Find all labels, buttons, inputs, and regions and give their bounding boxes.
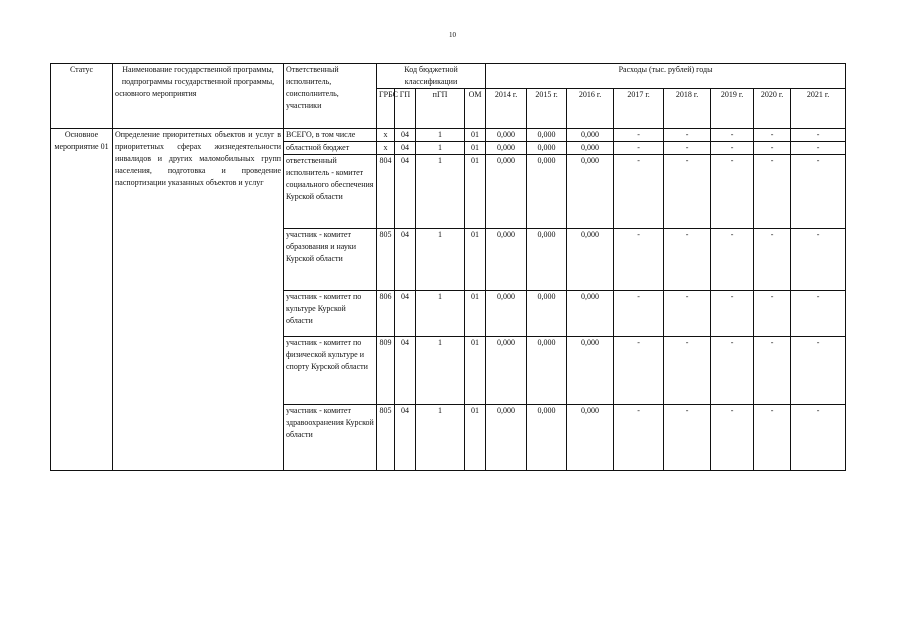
gp-cell: 04: [395, 142, 416, 155]
header-pgp: пГП: [416, 89, 465, 129]
measure-name-cell: Определение приоритетных объектов и услуг в приоритетных сферах жизнедеятельности инвалидов и других маломобильных групп населения, подготовка и проведение паспортизации указанных объектов и услуг: [113, 129, 284, 471]
value-cell: 0,000: [527, 405, 567, 471]
grbs-cell: 805: [377, 405, 395, 471]
value-cell: 0,000: [486, 155, 527, 229]
value-cell: -: [754, 129, 791, 142]
executor-cell: участник - комитет по физической культуре и спорту Курской области: [284, 337, 377, 405]
value-cell: -: [754, 291, 791, 337]
header-year: 2016 г.: [567, 89, 614, 129]
value-cell: -: [614, 405, 664, 471]
gp-cell: 04: [395, 291, 416, 337]
om-cell: 01: [465, 291, 486, 337]
pgp-cell: 1: [416, 155, 465, 229]
page-number: 10: [449, 31, 456, 39]
value-cell: -: [754, 229, 791, 291]
om-cell: 01: [465, 229, 486, 291]
header-om: ОМ: [465, 89, 486, 129]
gp-cell: 04: [395, 337, 416, 405]
value-cell: -: [754, 337, 791, 405]
grbs-cell: 806: [377, 291, 395, 337]
header-name: Наименование государственной программы, подпрограммы государственной программы, основного мероприятия: [113, 64, 284, 129]
value-cell: -: [711, 229, 754, 291]
gp-cell: 04: [395, 405, 416, 471]
value-cell: -: [664, 405, 711, 471]
value-cell: 0,000: [567, 155, 614, 229]
pgp-cell: 1: [416, 129, 465, 142]
gp-cell: 04: [395, 229, 416, 291]
value-cell: -: [754, 405, 791, 471]
value-cell: 0,000: [527, 155, 567, 229]
grbs-cell: 805: [377, 229, 395, 291]
executor-cell: участник - комитет по культуре Курской области: [284, 291, 377, 337]
grbs-cell: 809: [377, 337, 395, 405]
om-cell: 01: [465, 405, 486, 471]
executor-cell: ВСЕГО, в том числе: [284, 129, 377, 142]
gp-cell: 04: [395, 129, 416, 142]
value-cell: -: [664, 142, 711, 155]
value-cell: 0,000: [527, 229, 567, 291]
executor-cell: участник - комитет здравоохранения Курской области: [284, 405, 377, 471]
value-cell: -: [711, 129, 754, 142]
value-cell: 0,000: [567, 405, 614, 471]
value-cell: 0,000: [486, 142, 527, 155]
pgp-cell: 1: [416, 291, 465, 337]
grbs-cell: 804: [377, 155, 395, 229]
header-year: 2019 г.: [711, 89, 754, 129]
executor-cell: областной бюджет: [284, 142, 377, 155]
om-cell: 01: [465, 337, 486, 405]
value-cell: -: [791, 405, 846, 471]
value-cell: 0,000: [486, 229, 527, 291]
executor-cell: участник - комитет образования и науки Курской области: [284, 229, 377, 291]
value-cell: -: [791, 229, 846, 291]
value-cell: -: [664, 129, 711, 142]
value-cell: 0,000: [486, 405, 527, 471]
value-cell: 0,000: [527, 291, 567, 337]
executor-cell: ответственный исполнитель - комитет социального обеспечения Курской области: [284, 155, 377, 229]
header-budget-code: Код бюджетной классификации: [377, 64, 486, 89]
value-cell: -: [754, 155, 791, 229]
value-cell: -: [664, 229, 711, 291]
value-cell: 0,000: [567, 229, 614, 291]
value-cell: -: [711, 142, 754, 155]
value-cell: 0,000: [567, 142, 614, 155]
header-year: 2014 г.: [486, 89, 527, 129]
value-cell: 0,000: [527, 142, 567, 155]
value-cell: 0,000: [567, 129, 614, 142]
grbs-cell: x: [377, 129, 395, 142]
value-cell: -: [614, 337, 664, 405]
value-cell: 0,000: [527, 337, 567, 405]
header-year: 2015 г.: [527, 89, 567, 129]
header-status: Статус: [51, 64, 113, 129]
gp-cell: 04: [395, 155, 416, 229]
pgp-cell: 1: [416, 229, 465, 291]
om-cell: 01: [465, 142, 486, 155]
header-year: 2018 г.: [664, 89, 711, 129]
value-cell: -: [711, 291, 754, 337]
om-cell: 01: [465, 129, 486, 142]
header-expenses: Расходы (тыс. рублей) годы: [486, 64, 846, 89]
value-cell: -: [664, 155, 711, 229]
value-cell: -: [614, 291, 664, 337]
value-cell: -: [614, 142, 664, 155]
value-cell: 0,000: [486, 291, 527, 337]
value-cell: -: [791, 142, 846, 155]
value-cell: -: [711, 155, 754, 229]
value-cell: -: [664, 291, 711, 337]
header-executor: Ответственный исполнитель, соисполнитель, участники: [284, 64, 377, 129]
value-cell: 0,000: [486, 129, 527, 142]
value-cell: 0,000: [486, 337, 527, 405]
value-cell: -: [754, 142, 791, 155]
value-cell: 0,000: [567, 291, 614, 337]
pgp-cell: 1: [416, 337, 465, 405]
value-cell: -: [791, 129, 846, 142]
value-cell: -: [614, 229, 664, 291]
om-cell: 01: [465, 155, 486, 229]
table-row: [51, 129, 846, 142]
header-year: 2017 г.: [614, 89, 664, 129]
header-grbs: ГРБС: [377, 89, 395, 129]
value-cell: -: [711, 405, 754, 471]
value-cell: -: [614, 129, 664, 142]
value-cell: -: [791, 291, 846, 337]
pgp-cell: 1: [416, 405, 465, 471]
budget-table: [50, 63, 846, 471]
value-cell: 0,000: [527, 129, 567, 142]
value-cell: -: [664, 337, 711, 405]
value-cell: -: [791, 155, 846, 229]
header-gp: ГП: [395, 89, 416, 129]
header-year: 2021 г.: [791, 89, 846, 129]
value-cell: 0,000: [567, 337, 614, 405]
header-year: 2020 г.: [754, 89, 791, 129]
pgp-cell: 1: [416, 142, 465, 155]
value-cell: -: [791, 337, 846, 405]
grbs-cell: x: [377, 142, 395, 155]
value-cell: -: [614, 155, 664, 229]
value-cell: -: [711, 337, 754, 405]
status-cell: Основное мероприятие 01: [51, 129, 113, 471]
